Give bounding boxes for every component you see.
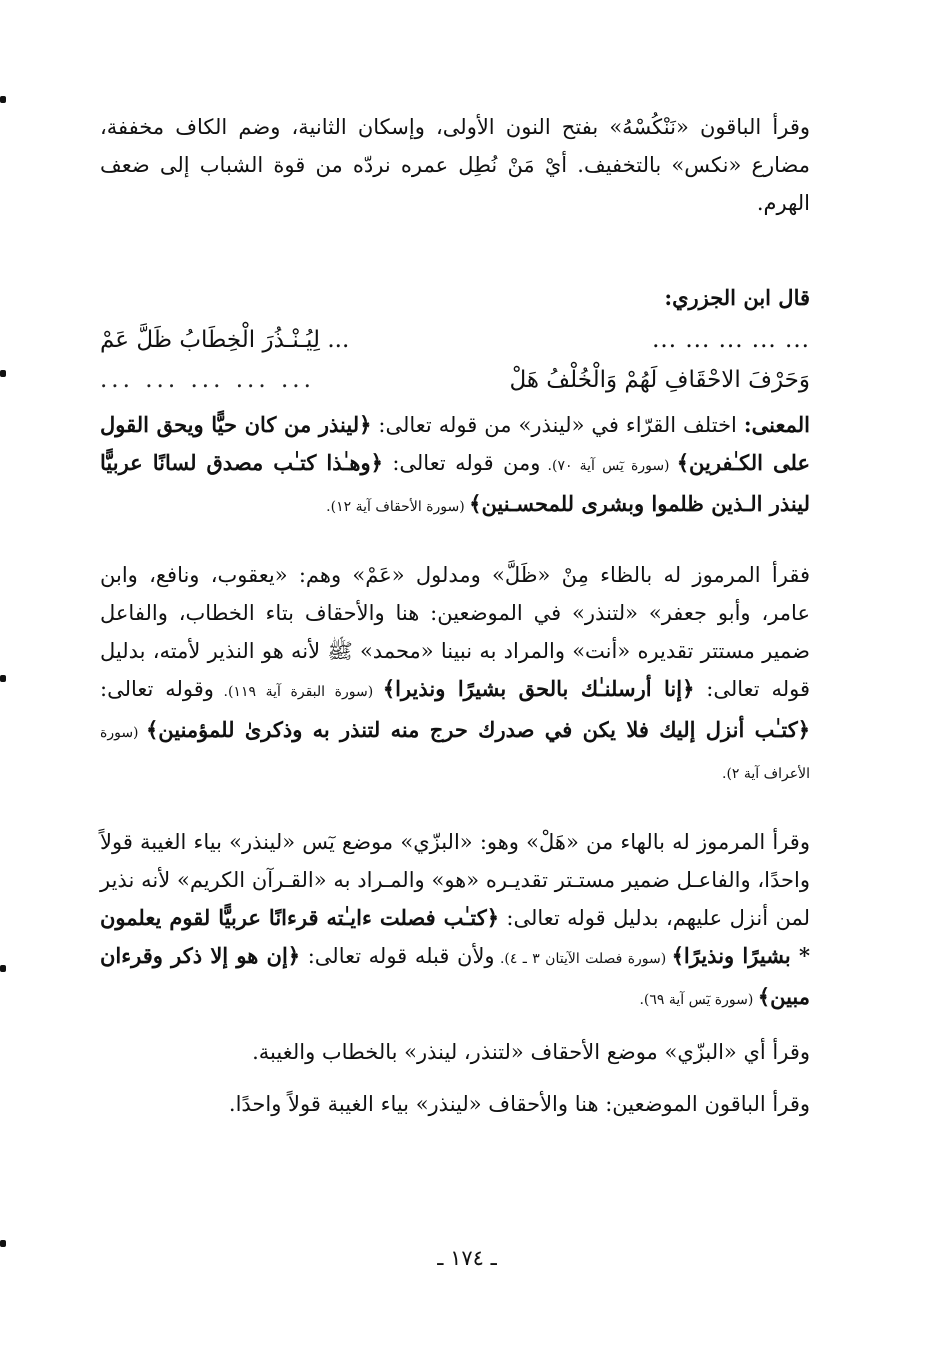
spacer [100,793,810,823]
scan-mark [0,965,6,972]
p3-source-2: (سورة الأعراف آية ٢). [100,725,810,782]
poem-heading: قال ابن الجزري: [664,285,810,310]
verse-1-second-hemistich [100,320,441,360]
p2-source-2: (سورة الأحقاف آية ١٢). [326,499,470,515]
verse-2-first-hemistich: وَحَرْفَ الاحْقَافِ لَهُمْ وَالْخُلْفُ هَلْ [509,367,810,393]
paragraph-4 [100,823,810,1019]
spacer [100,1071,810,1085]
scan-mark [0,370,6,377]
paragraph-3 [100,556,810,793]
p2-text-2: ومن قوله تعالى: [382,451,541,475]
page-body [100,108,810,1123]
paragraph-5: وقرأ أي «البزّي» موضع الأحقاف «لتنذر، لينذر» بالخطاب والغيبة. [252,1040,810,1064]
p2-source-1: (سورة يٓس آية ٧٠). [540,458,677,474]
p4-quran-2: ﴿إن هو إلا ذكر وقرءان مبين﴾ [100,943,810,1009]
spacer [100,222,810,274]
scan-mark [0,675,6,682]
p2-text-1: اختلف القرّاء في «لينذر» من قوله تعالى: [371,413,744,437]
verse-1 [100,320,810,360]
meaning-label: المعنى: [743,412,810,437]
p4-source-1: (سورة فصلت الآيتان ٣ ـ ٤). [494,951,672,967]
p2-quran-1: ﴿لينذر من كان حيًّا ويحق القول على الكـٰفرين﴾ [100,412,811,475]
page-number: ـ ١٧٤ ـ [437,1246,497,1270]
paragraph-2 [100,406,810,526]
verse-1-first-hemistich: ... ... ... ... ... [652,327,810,353]
p4-text-2: ولأن قبله قوله تعالى: [300,944,495,968]
paragraph-1: وقرأ الباقون «نَنْكُسْهُ» بفتح النون الأولى، وإسكان الثانية، وضم الكاف مخففة، مضارع «نكس» بالتخفيف. أيْ مَنْ نُطِل عمره نردّه من قوة الشباب إلى ضعف الهرم. [100,115,810,215]
p3-source-1: (سورة البقرة آية ١١٩). [213,684,383,700]
scan-mark [0,1240,6,1247]
p2-quran-2: ﴿وهـٰذا كتـٰب مصدق لسانًا عربيًّا لينذر الـذين ظلموا وبشرى للمحسـنين﴾ [100,450,810,516]
paragraph-6: وقرأ الباقون الموضعين: هنا والأحقاف «لينذر» بياء الغيبة قولاً واحدًا. [228,1092,810,1116]
p3-text-2: وقوله تعالى: [100,677,214,701]
scan-mark [0,96,6,103]
verse-2 [100,360,810,400]
verse-2-second-hemistich: ... ... ... ... ... [100,367,315,393]
spacer [100,526,810,556]
p4-text-1: وقرأ المرموز له بالهاء من «هَلْ» وهو: «البزّي» موضع يٓس «لينذر» بياء الغيبة قولاً واحدًا، والفاعـل ضمير مستـتر تقديـره «هو» والمـراد به «القـرآن الكريم» لأنه نذير لمن أنزل عليهم، بدليل قوله تعالى: [100,830,810,930]
p4-source-2: (سورة يٓس آية ٦٩). [639,992,758,1008]
p3-text-1: فقرأ المرموز له بالظاء مِنْ «ظَلَّ» ومدلول «عَمْ» وهم: «يعقوب، ونافع، وابن عامر، وأبو جعفر» «لتنذر» في الموضعين: هنا والأحقاف بتاء الخطاب، والفاعل ضمير مستتر تقديره «أنت» والمراد به نبينا «محمد» ﷺ لأنه هو النذير لأمته، بدليل قوله تعالى: [100,563,810,701]
poem-block [100,320,810,400]
verse-1-text: ... لِيُـنْـذُرَ الْخِطَابُ ظَلَّ عَمْ [100,327,350,353]
p3-quran-1: ﴿إنا أرسلنـٰك بالحق بشيرًا ونذيرا﴾ [382,676,695,701]
p4-quran-1: ﴿كتـٰب فصلت ءايـٰته قرءانًا عربيًّا لقوم يعلمون * بشيرًا ونذيرًا﴾ [100,905,810,968]
p3-quran-2: ﴿كتـٰب أنزل إليك فلا يكن في صدرك حرج منه لتنذر به وذكرىٰ للمؤمنين﴾ [145,717,810,742]
spacer [100,1019,810,1033]
